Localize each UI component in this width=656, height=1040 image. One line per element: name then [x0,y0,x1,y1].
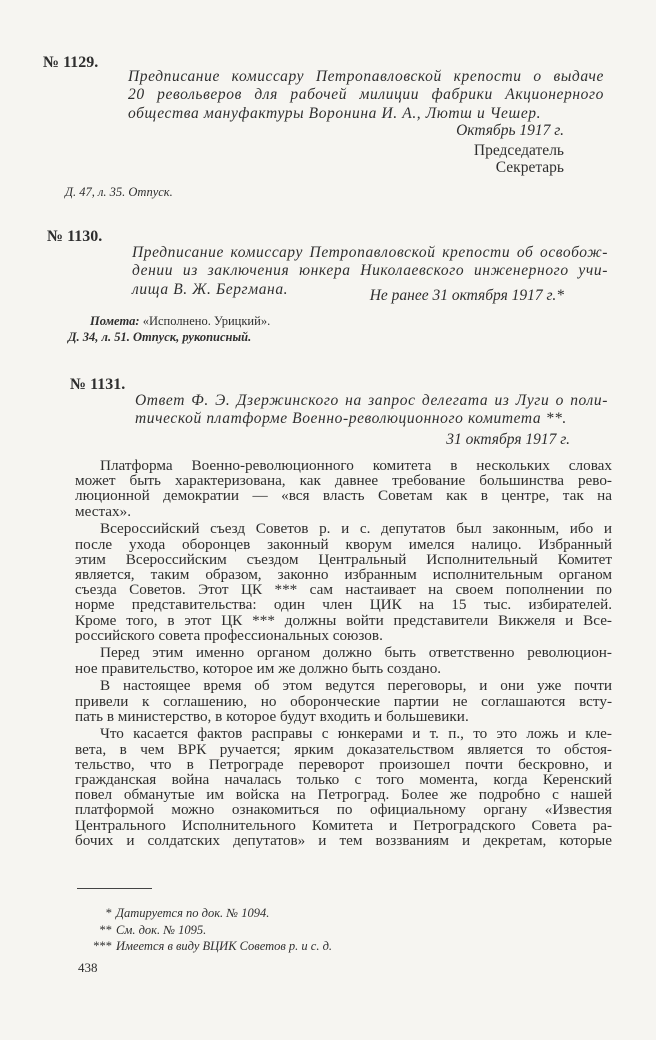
text-line: привели к соглашению, но оборонческие партии не соглашаются всту- [75,692,612,710]
note-label: Помета: [90,314,140,328]
footnote-text: См. док. № 1095. [116,922,207,937]
title-line: лища В. Ж. Бергмана. [132,280,289,298]
doc-1130-source: Д. 34, л. 51. Отпуск, рукописный. [68,330,252,344]
note-text: «Исполнено. Урицкий». [142,314,271,328]
title-line: 20 револьверов для рабочей милиции фабрики Акционерного [128,86,604,104]
doc-1129-number: № 1129. [43,54,99,71]
title-line: Предписание комиссару Петропавловской крепости о выдаче [128,68,604,85]
text-line: Всероссийский съезд Советов р. и с. депутатов был законным, ибо и [100,520,612,538]
doc-1129-date: Октябрь 1917 г. [456,122,564,139]
text-line: тельство, что в Петрограде переворот произошел почти бескровно, и [75,755,612,773]
footnote [72,905,332,922]
doc-1131-date: 31 октября 1917 г. [446,431,570,448]
doc-1129-source: Д. 47, л. 35. Отпуск. [65,185,173,199]
footnote-mark: *** [93,939,112,953]
text-line: Кроме того, в этот ЦК *** должны войти представители Викжеля и Все- [75,611,612,629]
doc-1130-note [90,314,270,329]
text-line: ное правительство, которое им же должно быть создано. [75,659,442,677]
doc-1131-number: № 1131. [70,376,126,393]
doc-1130-date: Не ранее 31 октября 1917 г.* [369,287,564,304]
text-line: этим Всероссийским съездом Центральный Исполнительный Комитет [75,550,612,568]
title-line: дении из заключения юнкера Николаевского инженерного учи- [132,262,608,280]
title-line: Ответ Ф. Э. Дзержинского на запрос делегата из Луги о поли- [135,392,608,409]
text-line: Центрального Исполнительного Комитета и Петроградского Совета ра- [75,816,612,834]
footnote-text: Имеется в виду ВЦИК Советов р. и с. д. [116,939,333,953]
text-line: Что касается фактов расправы с юнкерами и т. п., то это ложь и кле- [100,725,612,743]
text-line: норме представительства: один член ЦИК на 15 тыс. избирателей. [75,596,612,614]
paragraph [75,726,612,848]
footnote-mark: * [105,906,112,920]
footnote [72,922,332,939]
text-line: повел обманутые им войска на Петроград. Более же подробно с нашей [75,786,612,804]
title-line: тической платформе Военно-революционного комитета **. [135,410,567,428]
paragraph [75,678,612,724]
text-line: российского совета профессиональных союзов. [75,626,383,644]
footnote [72,938,332,955]
footnote-mark: ** [99,922,112,937]
footnote-text: Датируется по док. № 1094. [116,906,270,920]
title-line: общества мануфактуры Воронина И. А., Лютш и Чешер. [128,104,542,122]
footnotes [72,905,332,955]
text-line: люционной демократии — «вся власть Советам как в центре, так на [75,487,612,505]
text-line: съезда Советов. Этот ЦК *** сам настаивает на своем пополнении по [75,581,612,599]
doc-1129-signature-secretary: Секретарь [495,159,564,176]
text-line: Перед этим именно органом должно быть ответственно революцион- [100,644,612,662]
text-line: местах». [75,502,132,520]
text-line: вета, в чем ВРК ручается; ярким доказательством является то обстоя- [75,740,612,758]
text-line: является, таким образом, законно избранным исполнительным органом [75,565,612,583]
doc-1131-body [75,458,612,851]
paragraph [75,458,612,519]
paragraph [75,645,612,675]
doc-1130-number: № 1130. [47,228,103,245]
footnote-divider [77,888,152,889]
paragraph [75,521,612,643]
doc-1129-title [128,68,604,123]
text-line: гражданская война началась только с того момента, когда Керенский [75,771,612,789]
doc-1131-title [135,392,608,429]
title-line: Предписание комиссару Петропавловской крепости об освобож- [132,244,608,261]
text-line: после ухода оборонцев законный кворум имелся налицо. Избранный [75,535,612,553]
text-line: Платформа Военно-революционного комитета в нескольких словах [100,457,612,474]
text-line: бочих и солдатских депутатов» и тем воззваниям и декретам, которые [75,831,612,849]
page-number: 438 [78,960,98,975]
text-line: может быть характеризована, как давнее требование большинства рево- [75,472,612,490]
doc-1129-signature-chairman: Председатель [473,142,564,159]
text-line: пать в министерство, в которое будут входить и большевики. [75,707,469,725]
text-line: платформой можно ознакомиться по официальному органу «Известия [75,801,612,819]
text-line: В настоящее время об этом ведутся переговоры, и они уже почти [100,677,612,695]
